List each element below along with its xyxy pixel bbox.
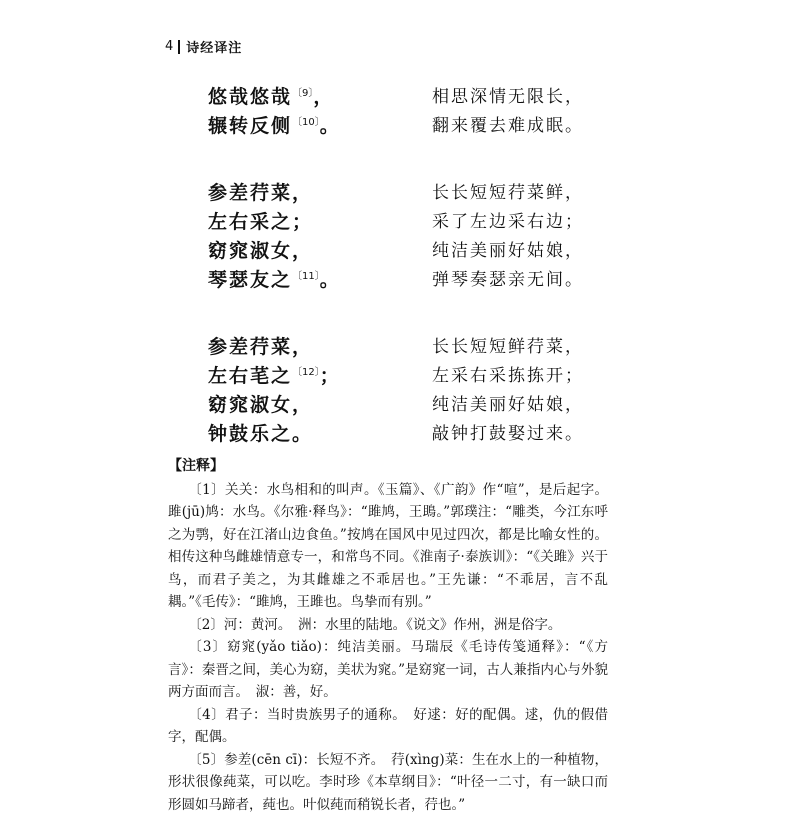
- translation-line: 翻来覆去难成眠。: [432, 111, 584, 136]
- translation-line: 长长短短鲜荇菜，: [432, 332, 584, 357]
- poem-line: [0, 207, 800, 236]
- poem: [0, 82, 800, 486]
- original-line: 参差荇菜，: [208, 332, 313, 359]
- note-paragraph: 〔5〕参差(cēn cī)：长短不齐。 荇(xìng)菜：生在水上的一种植物，形状很像莼菜，可以吃。李时珍《本草纲目》：“叶径一二寸，有一缺口而形圆如马蹄者，莼也。叶似莼而稍锐长者，荇也。”: [168, 749, 608, 816]
- stanza: [0, 82, 800, 140]
- translation-line: 长长短短荇菜鲜，: [432, 178, 584, 203]
- translation-line: 弹琴奏瑟亲无间。: [432, 265, 584, 290]
- original-line: 琴瑟友之$^{〔11〕}$。: [208, 265, 341, 292]
- poem-line: [0, 178, 800, 207]
- annotations: [168, 455, 608, 816]
- page-number: 4: [165, 39, 173, 54]
- translation-line: 敲钟打鼓娶过来。: [432, 419, 584, 444]
- stanza: [0, 178, 800, 294]
- note-paragraph: 〔4〕君子：当时贵族男子的通称。 好逑：好的配偶。逑，仇的假借字，配偶。: [168, 704, 608, 749]
- original-line: 悠哉悠哉$^{〔9〕}$，: [208, 82, 334, 109]
- poem-line: [0, 236, 800, 265]
- translation-line: 相思深情无限长，: [432, 82, 584, 107]
- translation-line: 纯洁美丽好姑娘，: [432, 236, 584, 261]
- original-line: 左右采之；: [208, 207, 313, 234]
- original-line: 左右芼之$^{〔12〕}$；: [208, 361, 341, 388]
- running-header: [165, 37, 242, 56]
- footnote-ref: 〔11〕: [292, 271, 320, 282]
- footnote-ref: 〔10〕: [292, 117, 320, 128]
- poem-line: [0, 361, 800, 390]
- poem-line: [0, 390, 800, 419]
- note-paragraph: 〔1〕关关：水鸟相和的叫声。《玉篇》、《广韵》作“喧”，是后起字。雎(jū)鸠：水鸟。《尔雅·释鸟》：“雎鸠，王鴡。”郭璞注：“雕类，今江东呼之为鹗，好在江渚山边食鱼。”按鸠在国风中见过四次，都是比喻女性的。相传这种鸟雌雄情意专一，和常鸟不同。《淮南子·泰族训》：“《关雎》兴于鸟，而君子美之，为其雌雄之不乖居也。”王先谦：“不乖居，言不乱耦。”《毛传》：“雎鸠，王雎也。鸟挚而有别。”: [168, 479, 608, 614]
- original-line: 窈窕淑女，: [208, 390, 313, 417]
- translation-line: 左采右采拣拣开；: [432, 361, 584, 386]
- stanza: [0, 332, 800, 448]
- note-paragraph: 〔2〕河：黄河。 洲：水里的陆地。《说文》作州，洲是俗字。: [168, 614, 608, 637]
- translation-line: 纯洁美丽好姑娘，: [432, 390, 584, 415]
- original-line: 参差荇菜，: [208, 178, 313, 205]
- poem-line: [0, 332, 800, 361]
- note-paragraph: 〔3〕窈窕(yǎo tiǎo)：纯洁美丽。马瑞辰《毛诗传笺通释》：“《方言》：秦晋之间，美心为窈，美状为窕。”是窈窕一词，古人兼指内心与外貌两方面而言。 淑：善，好。: [168, 636, 608, 704]
- footnote-ref: 〔12〕: [292, 367, 320, 378]
- translation-line: 采了左边采右边；: [432, 207, 584, 232]
- book-title: 诗经译注: [186, 37, 242, 56]
- notes-heading: 【注释】: [168, 455, 608, 478]
- header-divider: [178, 40, 180, 54]
- poem-line: [0, 419, 800, 448]
- original-line: 辗转反侧$^{〔10〕}$。: [208, 111, 341, 138]
- footnote-ref: 〔9〕: [292, 88, 313, 99]
- original-line: 钟鼓乐之。: [208, 419, 313, 446]
- original-line: 窈窕淑女，: [208, 236, 313, 263]
- poem-line: [0, 82, 800, 111]
- poem-line: [0, 111, 800, 140]
- poem-line: [0, 265, 800, 294]
